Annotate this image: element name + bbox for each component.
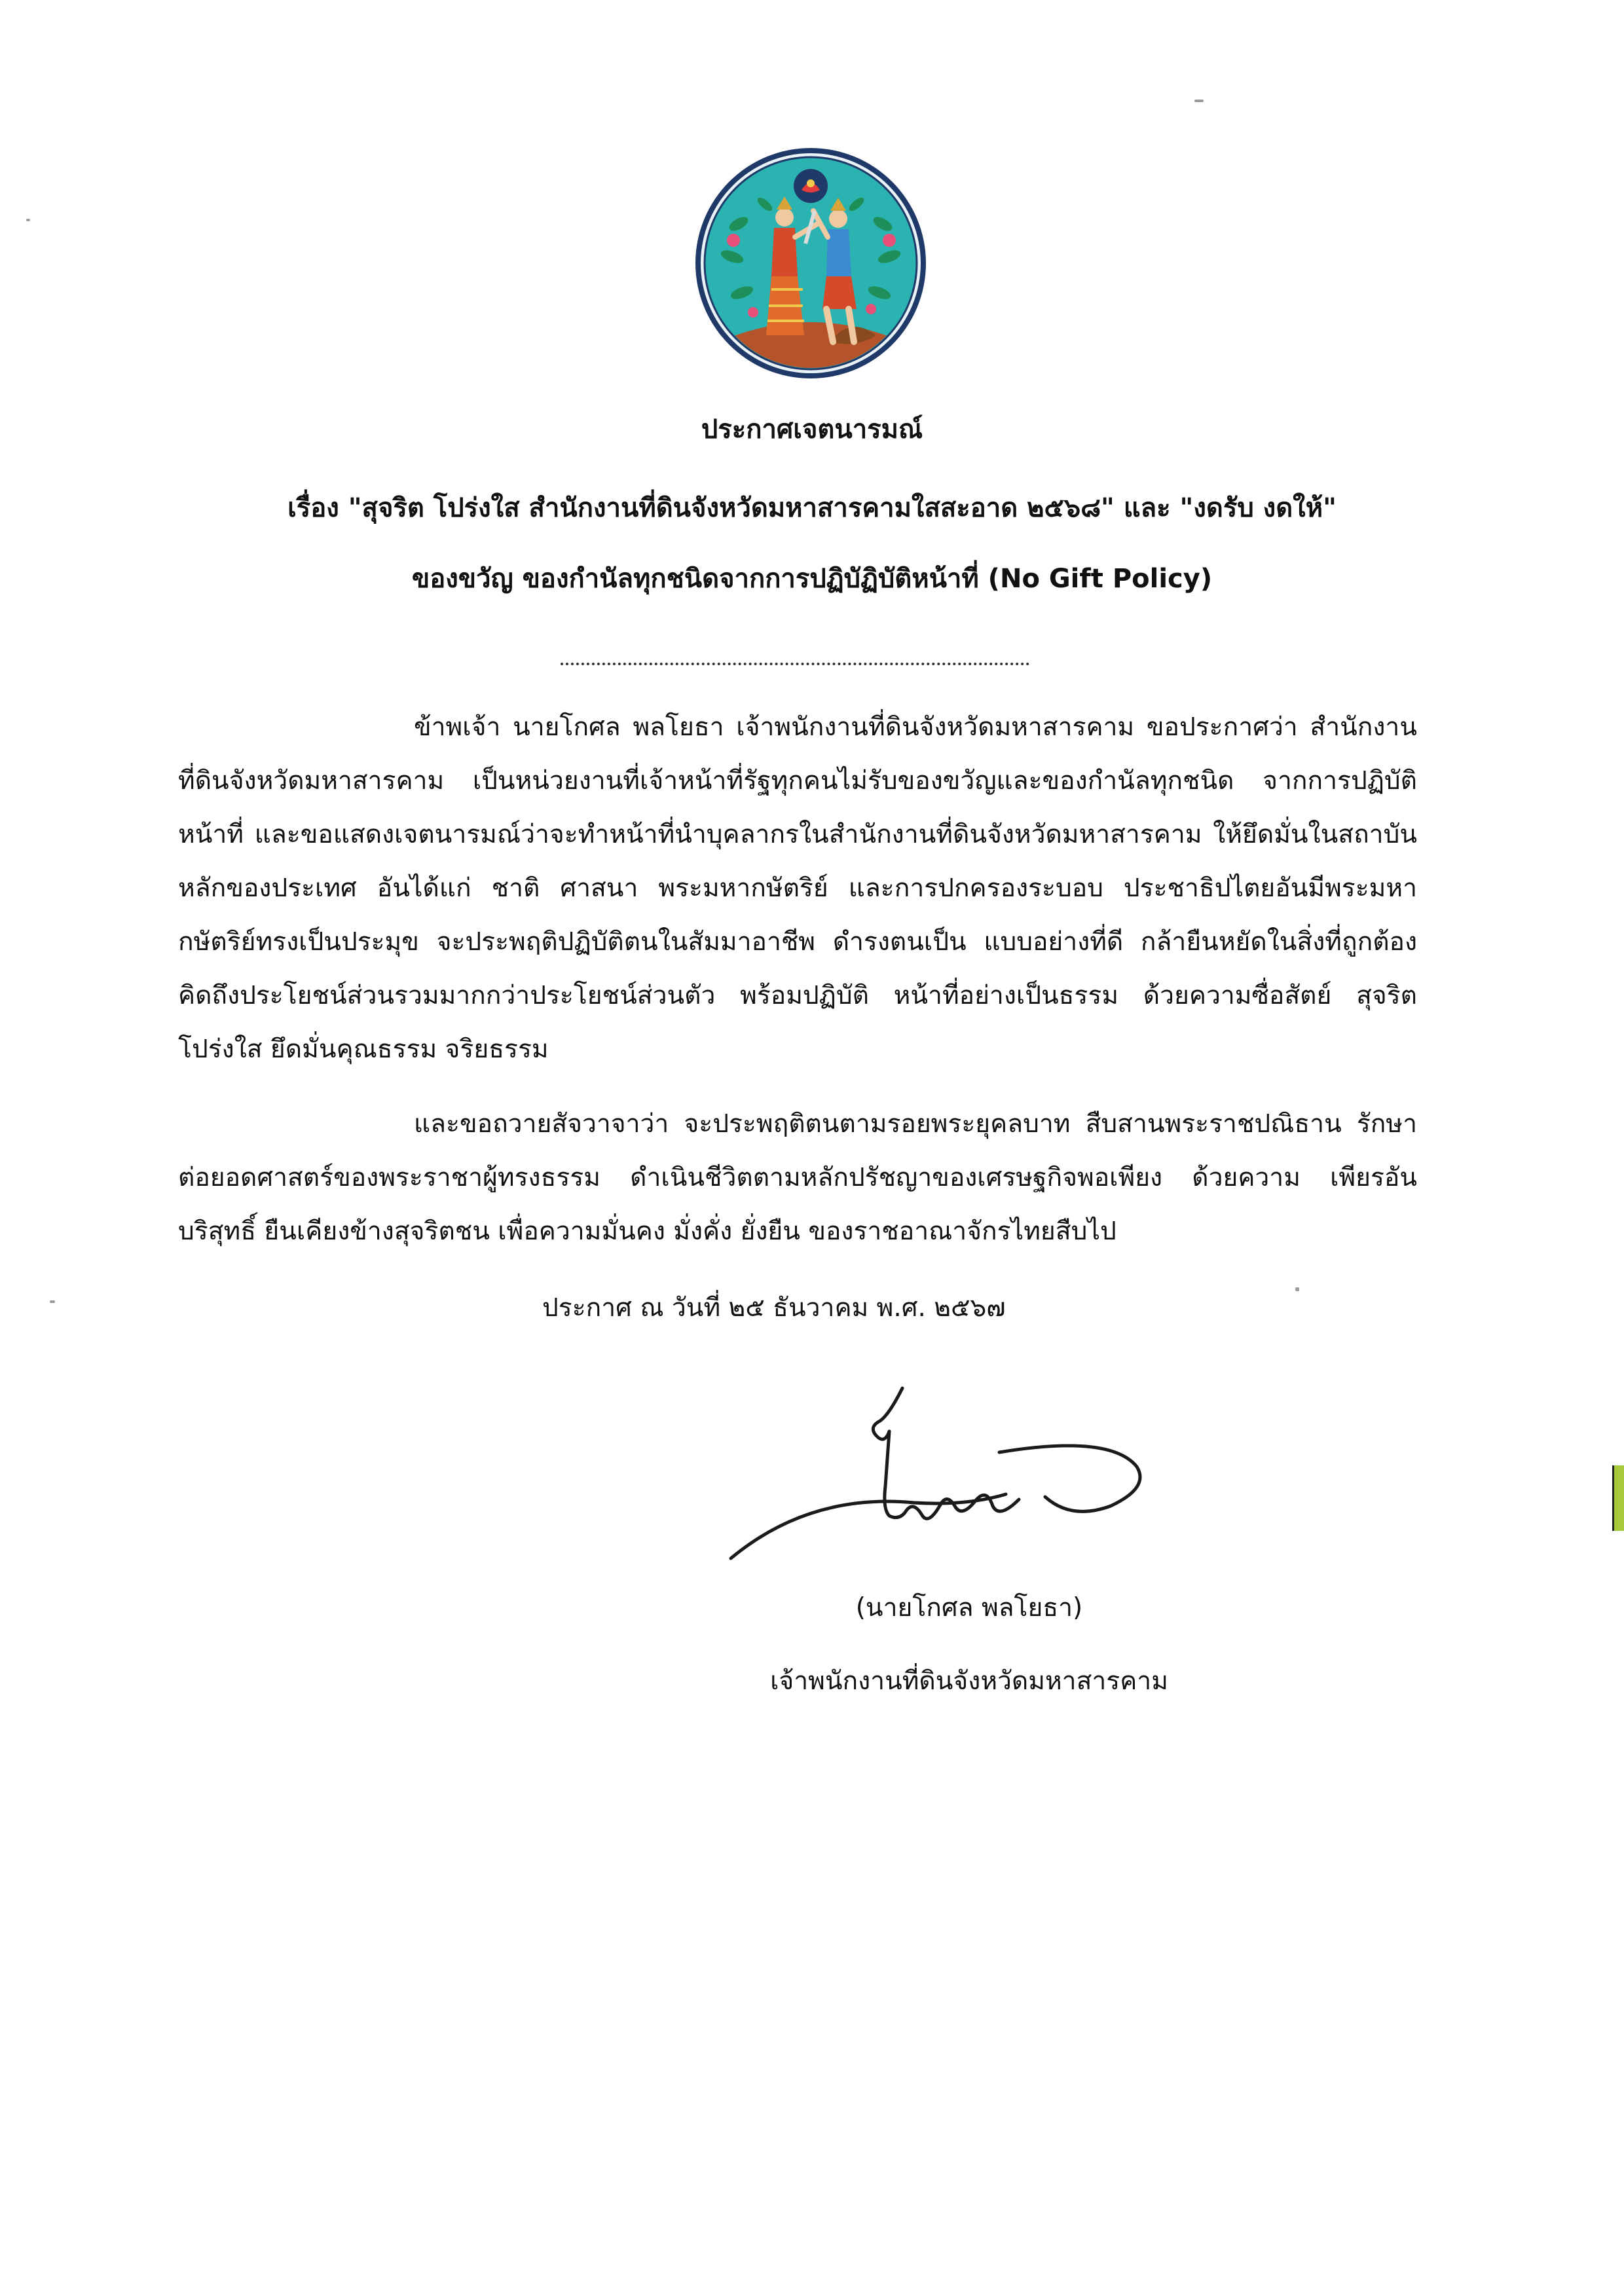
- announcement-date: ประกาศ ณ วันที่ ๒๕ ธันวาคม พ.ศ. ๒๕๖๗: [542, 1293, 1006, 1323]
- scan-speck: [50, 1300, 55, 1303]
- subject-line-2: ของขวัญ ของกำนัลทุกชนิดจากการปฏิบัฏิบัติหน้าที่ (No Gift Policy): [411, 564, 1213, 594]
- dotted-divider: [561, 663, 1029, 665]
- body-paragraph-1: ข้าพเจ้า นายโกศล พลโยธา เจ้าพนักงานที่ดินจังหวัดมหาสารคาม ขอประกาศว่า สำนักงานที่ดินจังหวัดมหาสารคาม เป็นหน่วยงานที่เจ้าหน้าที่รัฐทุกคนไม่รับของขวัญและของกำนัลทุกชนิด จากการปฏิบัติหน้าที่ และขอแสดงเจตนารมณ์ว่าจะทำหน้าที่นำบุคลากรในสำนักงานที่ดินจังหวัดมหาสารคาม ให้ยึดมั่นในสถาบันหลักของประเทศ อันได้แก่ ชาติ ศาสนา พระมหากษัตริย์ และการปกครองระบอบ ประชาธิปไตยอันมีพระมหากษัตริย์ทรงเป็นประมุข จะประพฤติปฏิบัติตนในสัมมาอาชีพ ดำรงตนเป็น แบบอย่างที่ดี กล้ายืนหยัดในสิ่งที่ถูกต้อง คิดถึงประโยชน์ส่วนรวมมากกว่าประโยชน์ส่วนตัว พร้อมปฏิบัติ หน้าที่อย่างเป็นธรรม ด้วยความซื่อสัตย์ สุจริต โปร่งใส ยึดมั่นคุณธรรม จริยธรรม: [178, 712, 1417, 1064]
- signer-name: (นายโกศล พลโยธา): [855, 1593, 1083, 1623]
- scan-speck: [1194, 100, 1204, 102]
- page-edge-marker: [1612, 1465, 1624, 1531]
- body-paragraph-2: และขอถวายสัจวาจาว่า จะประพฤติตนตามรอยพระยุคลบาท สืบสานพระราชปณิธาน รักษาต่อยอดศาสตร์ของพระราชาผู้ทรงธรรม ดำเนินชีวิตตามหลักปรัชญาของเศรษฐกิจพอเพียง ด้วยความ เพียรอันบริสุทธิ์ ยืนเคียงข้างสุจริตชน เพื่อความมั่นคง มั่งคั่ง ยั่งยืน ของราชอาณาจักรไทยสืบไป: [178, 1109, 1417, 1246]
- announcement-title: ประกาศเจตนารมณ์: [701, 414, 923, 445]
- provincial-seal-icon: [693, 145, 929, 381]
- scan-speck: [1295, 1287, 1299, 1291]
- subject-line-1: เรื่อง "สุจริต โปร่งใส สำนักงานที่ดินจังหวัดมหาสารคามใสสะอาด ๒๕๖๘" และ "งดรับ งดให้": [287, 493, 1337, 523]
- scan-speck: [26, 219, 30, 221]
- signer-position: เจ้าพนักงานที่ดินจังหวัดมหาสารคาม: [770, 1666, 1168, 1696]
